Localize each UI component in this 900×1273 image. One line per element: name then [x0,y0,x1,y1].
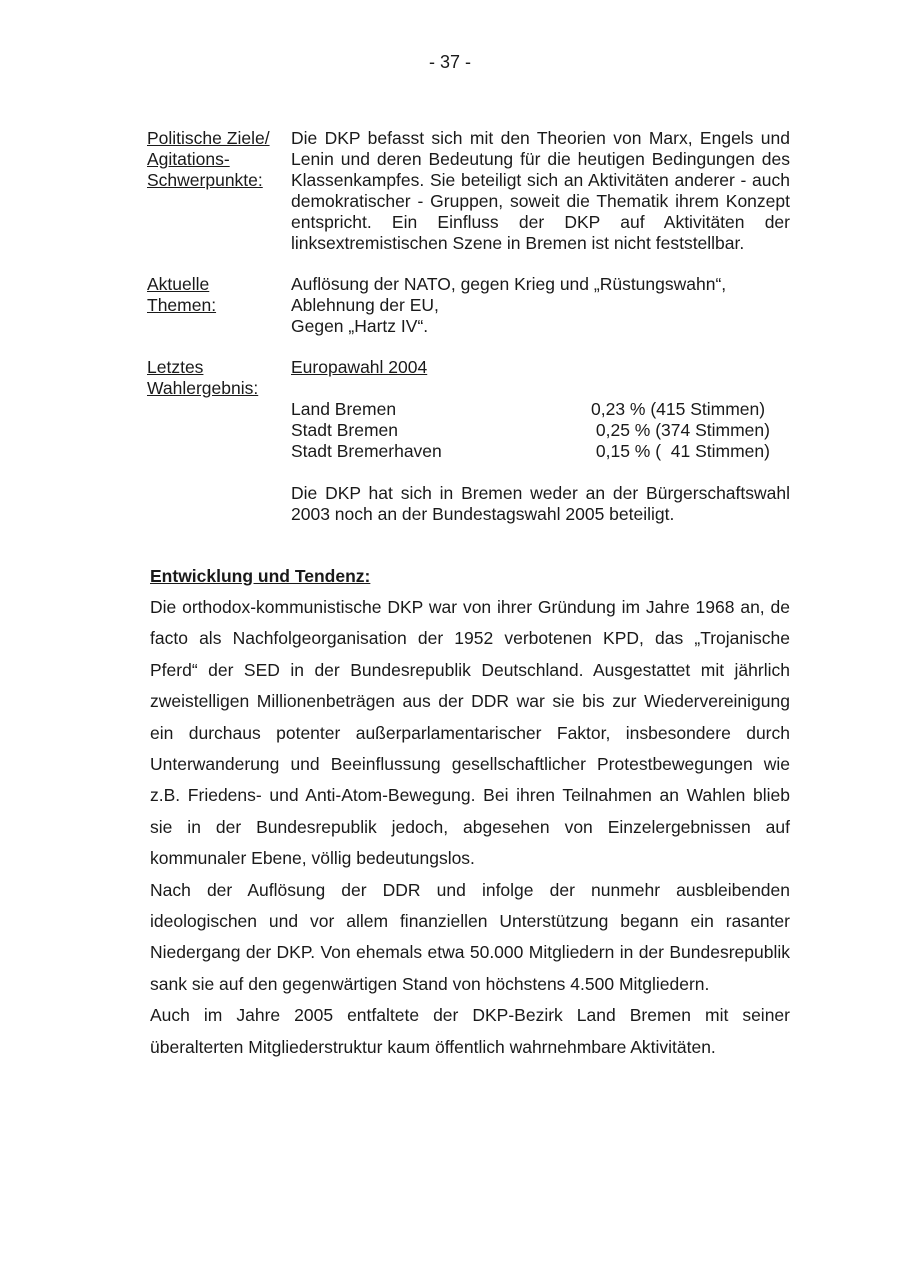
page-number: - 37 - [428,52,471,72]
election-label-line: Wahlergebnis: [147,378,259,398]
result-region: Land Bremen [291,399,397,419]
section-heading: Entwicklung und Tendenz: [150,566,371,586]
result-region: Stadt Bremerhaven [291,441,442,461]
result-row [291,441,790,462]
goals-block [147,128,790,254]
section-body [150,592,790,1063]
topics-label-line: Themen: [147,295,217,315]
goals-label-line: Schwerpunkte: [147,170,263,190]
topics-block [147,274,790,337]
goals-label-line: Politische Ziele/ [147,128,270,148]
topic-item: Gegen „Hartz IV“. [291,316,429,336]
result-value: 0,25 % (374 Stimmen) [591,420,770,440]
result-row [291,399,790,420]
election-note: Die DKP hat sich in Bremen weder an der Bürgerschaftswahl 2003 noch an der Bundestagswahl 2005 beteiligt. [291,483,790,524]
result-value: 0,23 % (415 Stimmen) [591,399,766,419]
election-content [291,357,790,525]
topics-list [291,274,790,337]
paragraph: Auch im Jahre 2005 entfaltete der DKP-Bezirk Land Bremen mit seiner überalterten Mitgliederstruktur kaum öffentlich wahrnehmbare Aktivitäten. [150,1005,790,1057]
topic-item: Auflösung der NATO, gegen Krieg und „Rüstungswahn“, [291,274,727,294]
election-results [291,399,790,462]
goals-text: Die DKP befasst sich mit den Theorien von Marx, Engels und Lenin und deren Bedeutung für die heutigen Bedingungen des Klassenkampfes. Sie beteiligt sich an Aktivitäten anderer - auch demokratischer - Gruppen, soweit die Thematik ihrem Konzept entspricht. Ein Einfluss der DKP auf Aktivitäten der linksextremistischen Szene in Bremen ist nicht feststellbar. [291,128,790,253]
election-label [147,357,291,525]
result-value: 0,15 % ( 41 Stimmen) [591,441,770,461]
result-region: Stadt Bremen [291,420,398,440]
election-block [147,357,790,525]
paragraph: Die orthodox-kommunistische DKP war von ihrer Gründung im Jahre 1968 an, de facto als Nachfolgeorganisation der 1952 verbotenen KPD, das „Trojanische Pferd“ der SED in der Bundesrepublik Deutschland. Ausgestattet mit jährlich zweistelligen Millionenbeträgen aus der DDR war sie bis zur Wiedervereinigung ein durchaus potenter außerparlamentarischer Faktor, insbesondere durch Unterwanderung und Beeinflussung gesellschaftlicher Protestbewegungen wie z.B. Friedens- und Anti-Atom-Bewegung. Bei ihren Teilnahmen an Wahlen blieb sie in der Bundesrepublik jedoch, abgesehen von Einzelergebnissen auf kommunaler Ebene, völlig bedeutungslos. [150,597,790,869]
topics-label-line: Aktuelle [147,274,210,294]
goals-label-line: Agitations- [147,149,230,169]
paragraph: Nach der Auflösung der DDR und infolge der nunmehr ausbleibenden ideologischen und vor allem finanziellen Unterstützung begann ein rasanter Niedergang der DKP. Von ehemals etwa 50.000 Mitgliedern in der Bundesrepublik sank sie auf den gegenwärtigen Stand von höchstens 4.500 Mitgliedern. [150,879,790,994]
election-label-line: Letztes [147,357,204,377]
result-row [291,420,790,441]
election-title: Europawahl 2004 [291,357,428,377]
goals-label [147,128,291,254]
topics-label [147,274,291,337]
topic-item: Ablehnung der EU, [291,295,439,315]
